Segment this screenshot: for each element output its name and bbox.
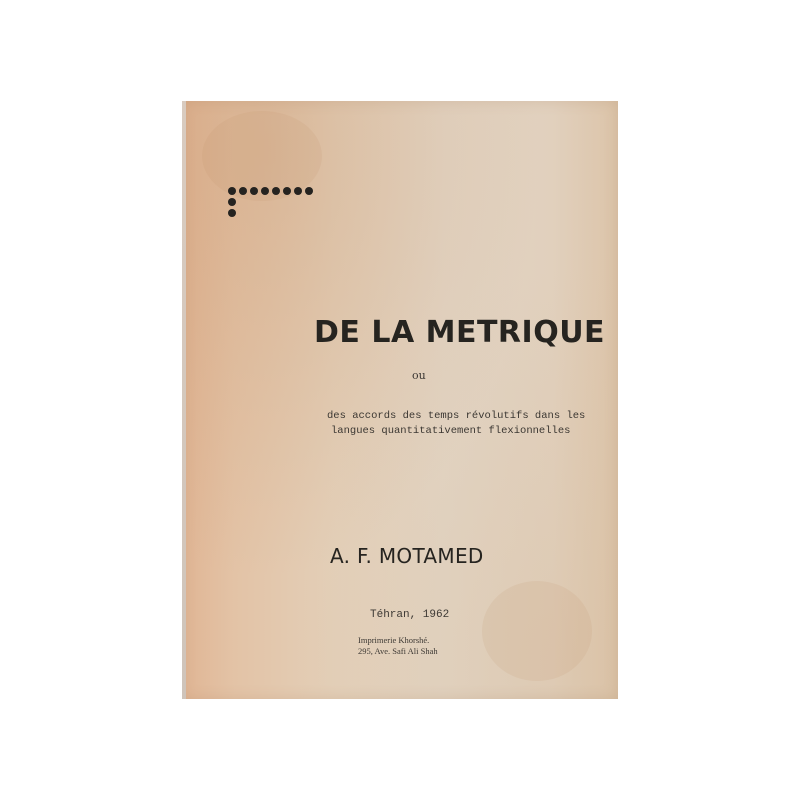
ornament-dot xyxy=(283,187,291,195)
ornament-dot xyxy=(228,209,236,217)
ornament-dot xyxy=(250,187,258,195)
publication-place-date: Téhran, 1962 xyxy=(370,609,450,621)
subtitle-line-1: des accords des temps révolutifs dans les xyxy=(327,410,586,422)
cover-left-edge xyxy=(182,101,186,699)
printer-address: 295, Ave. Safi Ali Shah xyxy=(358,646,438,656)
title-conjunction: ou xyxy=(412,369,426,382)
ornament-dot xyxy=(305,187,313,195)
book-title: DE LA METRIQUE xyxy=(314,315,606,350)
subtitle-line-2: langues quantitativement flexionnelles xyxy=(331,425,571,437)
printer-name: Imprimerie Khorshé. xyxy=(358,635,430,645)
paper-stain xyxy=(482,581,592,681)
ornament-dot xyxy=(261,187,269,195)
book-cover xyxy=(182,101,618,699)
printer-info xyxy=(358,635,438,657)
book-subtitle xyxy=(327,409,587,439)
ornament-dot xyxy=(239,187,247,195)
author-name: A. F. MOTAMED xyxy=(330,544,484,568)
ornament-dot xyxy=(272,187,280,195)
ornament-dot xyxy=(228,187,236,195)
ornament-dot xyxy=(294,187,302,195)
ornament-dot xyxy=(228,198,236,206)
